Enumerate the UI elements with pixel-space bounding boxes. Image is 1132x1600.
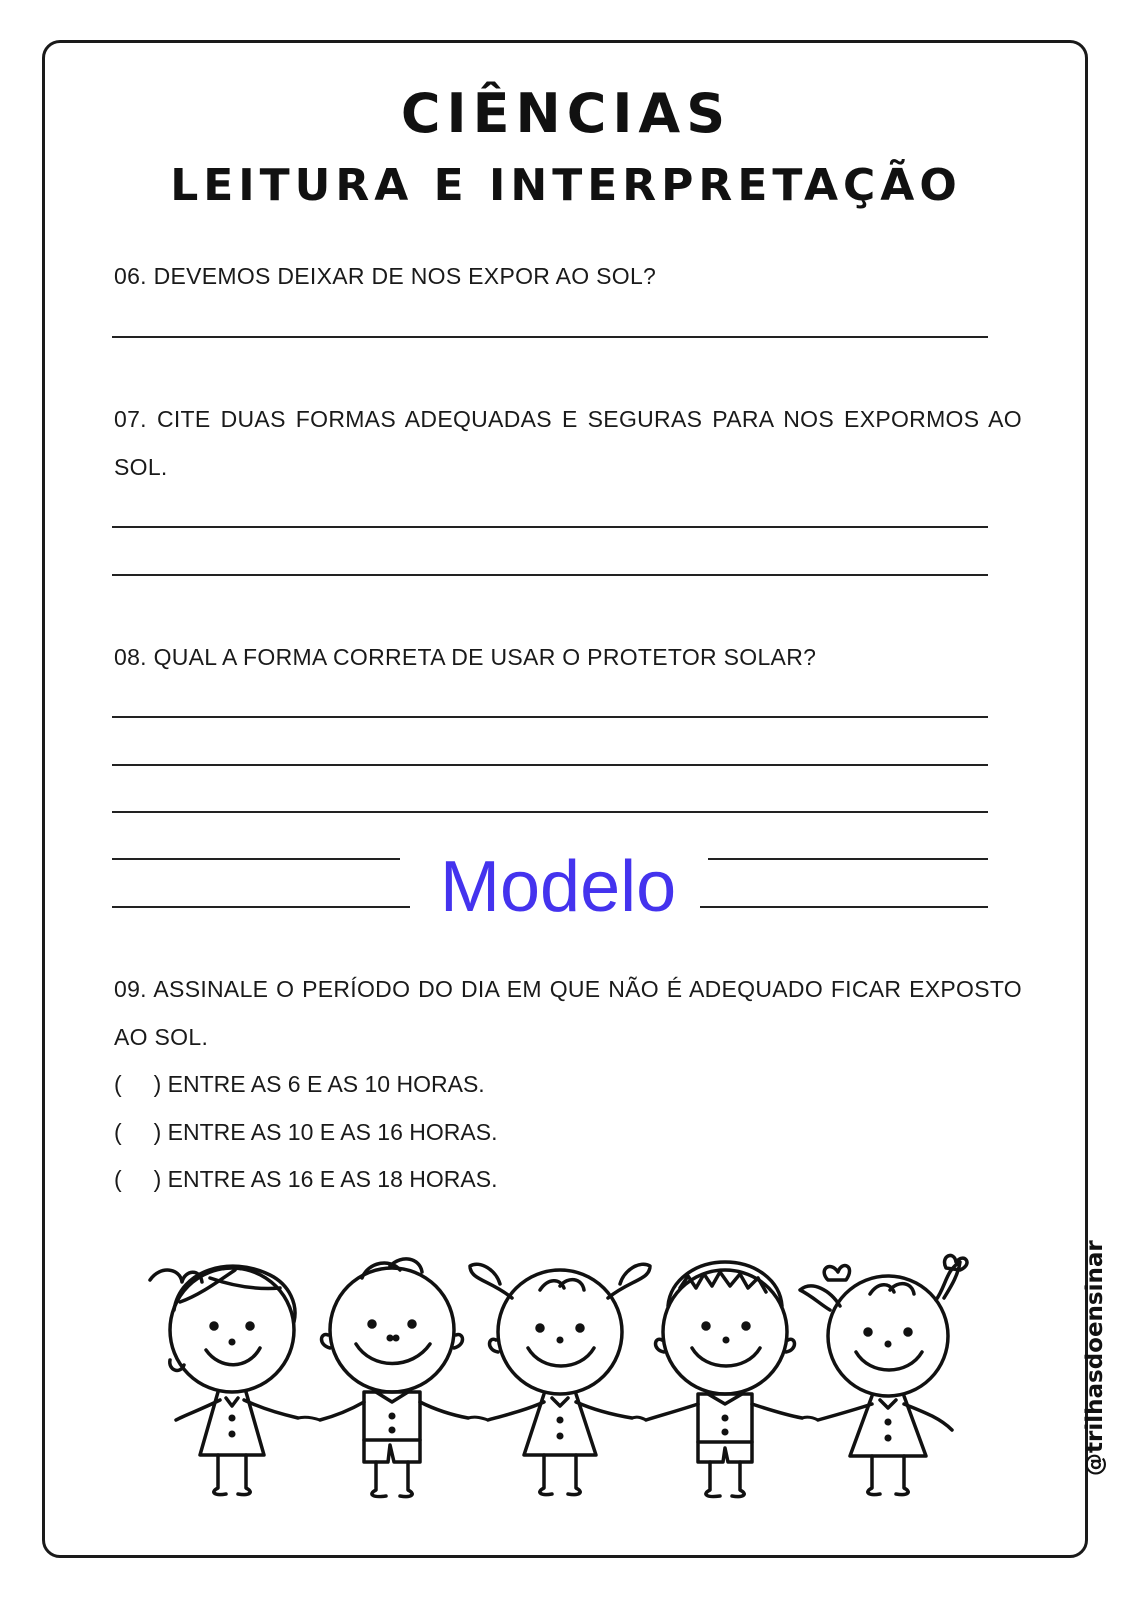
option-checkbox[interactable]: ( ) ENTRE AS 6 E AS 10 HORAS. (114, 1071, 485, 1097)
answer-line[interactable] (708, 858, 988, 860)
question-08: 08. QUAL A FORMA CORRETA DE USAR O PROTETOR SOLAR? (114, 644, 817, 670)
children-holding-hands-illustration (140, 1240, 980, 1530)
child-figure (470, 1264, 650, 1494)
answer-line[interactable] (700, 906, 988, 908)
question-07: 07. CITE DUAS FORMAS ADEQUADAS E SEGURAS PARA NOS EXPORMOS AO SOL. (114, 406, 1022, 480)
child-figure (320, 1259, 468, 1497)
answer-line[interactable] (112, 526, 988, 528)
answer-line[interactable] (112, 336, 988, 338)
question-09: 09. ASSINALE O PERÍODO DO DIA EM QUE NÃO É ADEQUADO FICAR EXPOSTO AO SOL. (114, 976, 1022, 1050)
watermark-text: Modelo (440, 847, 677, 927)
child-figure (800, 1255, 967, 1494)
question-06: 06. DEVEMOS DEIXAR DE NOS EXPOR AO SOL? (114, 263, 657, 289)
answer-line[interactable] (112, 574, 988, 576)
author-credit: @trilhasdoensinar (1082, 1240, 1108, 1476)
option-checkbox[interactable]: ( ) ENTRE AS 16 E AS 18 HORAS. (114, 1166, 498, 1192)
answer-line[interactable] (112, 716, 988, 718)
answer-line[interactable] (112, 906, 410, 908)
option-checkbox[interactable]: ( ) ENTRE AS 10 E AS 16 HORAS. (114, 1119, 498, 1145)
child-figure (646, 1262, 802, 1497)
answer-line[interactable] (112, 764, 988, 766)
answer-line[interactable] (112, 858, 400, 860)
page-subtitle: LEITURA E INTERPRETAÇÃO (170, 160, 962, 211)
page-title: CIÊNCIAS (400, 82, 732, 145)
answer-line[interactable] (112, 811, 988, 813)
child-figure (150, 1266, 298, 1494)
